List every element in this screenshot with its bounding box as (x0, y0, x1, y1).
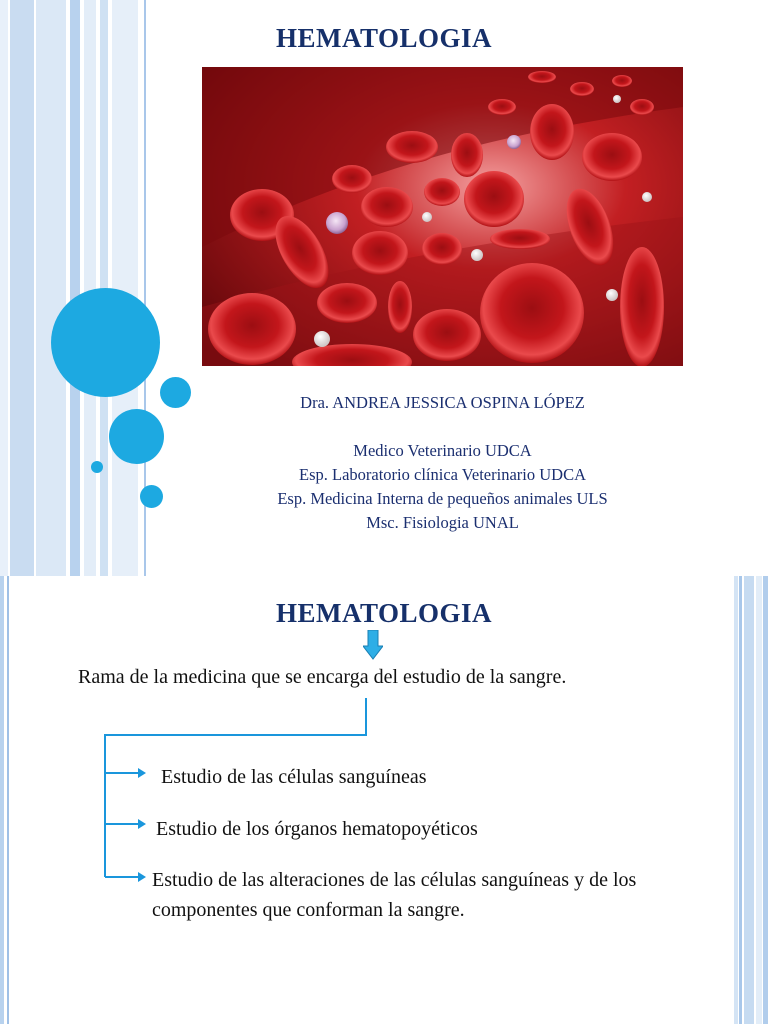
decor-bubble (109, 409, 164, 464)
credentials (230, 439, 655, 535)
credential-line: Esp. Medicina Interna de pequeños animales ULS (277, 489, 608, 508)
list-item: Estudio de los órganos hematopoyéticos (156, 818, 478, 840)
credential-line: Medico Veterinario UDCA (353, 441, 532, 460)
decor-stripe (70, 0, 80, 576)
credential-line: Esp. Laboratorio clínica Veterinario UDCA (299, 465, 586, 484)
slide-2 (0, 576, 768, 1024)
decor-stripe (739, 576, 742, 1024)
decor-bubble (51, 288, 160, 397)
decor-stripe (744, 576, 754, 1024)
decor-stripe (734, 576, 738, 1024)
decor-bubble (160, 377, 191, 408)
list-item: Estudio de las alteraciones de las células sanguíneas y de los componentes que conforman la sangre. (152, 869, 637, 921)
decor-stripe (36, 0, 66, 576)
decor-stripe (756, 576, 762, 1024)
list-item: Estudio de las células sanguíneas (161, 766, 427, 788)
author-name: Dra. ANDREA JESSICA OSPINA LÓPEZ (300, 393, 585, 412)
decor-stripe (10, 0, 34, 576)
blood-vessel-illustration (202, 67, 683, 366)
credential-line: Msc. Fisiologia UNAL (366, 513, 519, 532)
decor-stripe (0, 0, 8, 576)
slide-title: HEMATOLOGIA (275, 598, 493, 628)
decor-bubble (140, 485, 163, 508)
decor-stripe (763, 576, 768, 1024)
decor-bubble (91, 461, 103, 473)
decor-stripe (7, 576, 9, 1024)
slide-title: HEMATOLOGIA (275, 23, 493, 53)
down-arrow-icon (363, 630, 383, 660)
definition-text: Rama de la medicina que se encarga del estudio de la sangre. (78, 666, 567, 688)
blood-cells-image (202, 67, 683, 366)
decor-stripe (0, 576, 4, 1024)
